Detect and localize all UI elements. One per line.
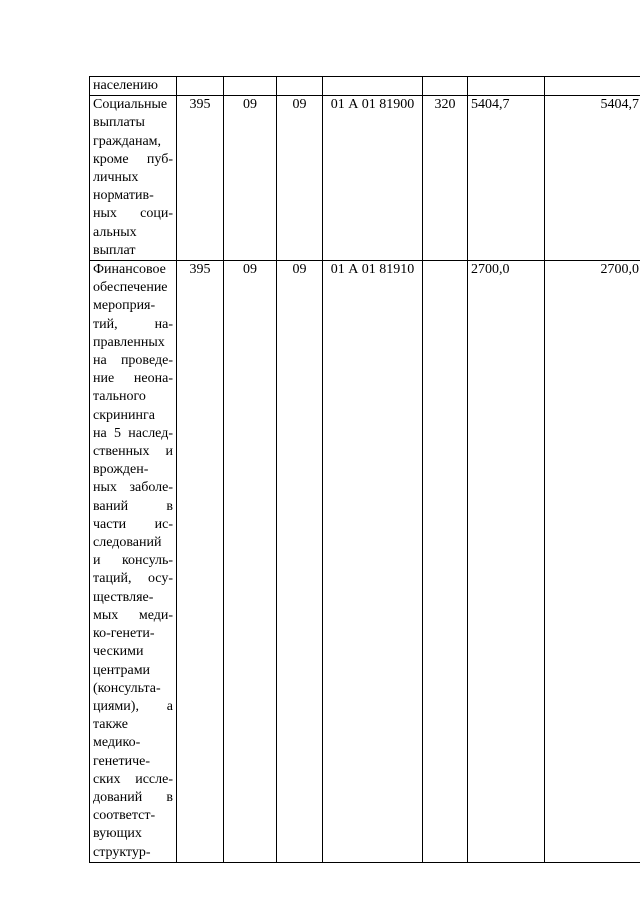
name-line: ваний в <box>93 498 173 514</box>
cell-amount-1: 2700,0 <box>468 261 545 863</box>
name-line: структур- <box>93 844 151 860</box>
cell-name: населению <box>90 77 177 96</box>
cell-expense-type <box>423 261 468 863</box>
cell-subsection <box>277 77 323 96</box>
cell-amount-1: 5404,7 <box>468 96 545 261</box>
cell-ministry: 395 <box>177 96 224 261</box>
cell-subsection: 09 <box>277 261 323 863</box>
name-line: скрининга <box>93 407 155 423</box>
cell-amount-2 <box>545 77 640 96</box>
name-line: мых меди- <box>93 607 173 623</box>
name-line: ческими <box>93 644 144 660</box>
name-line: части ис- <box>93 516 173 532</box>
name-line: вующих <box>93 826 142 842</box>
name-line: на 5 наслед- <box>93 425 173 441</box>
cell-target: 01 А 01 81900 <box>323 96 423 261</box>
table-row-continuation <box>90 77 640 96</box>
name-line: личных <box>93 170 139 186</box>
name-line: ко-генети- <box>93 626 155 642</box>
name-line: гражданам, <box>93 133 162 149</box>
cell-section: 09 <box>224 261 277 863</box>
cell-name <box>90 261 177 863</box>
table-row <box>90 96 640 261</box>
name-line: генетиче- <box>93 753 151 769</box>
name-line: Финансовое <box>93 262 166 278</box>
cell-ministry: 395 <box>177 261 224 863</box>
name-line: обеспечение <box>93 280 168 296</box>
cell-expense-type: 320 <box>423 96 468 261</box>
name-line: ных заболе- <box>93 480 173 496</box>
name-line: соответст- <box>93 808 156 824</box>
name-line: ществляе- <box>93 589 154 605</box>
name-line: и консуль- <box>93 553 173 569</box>
cell-target: 01 А 01 81910 <box>323 261 423 863</box>
name-line: следований <box>93 535 162 551</box>
name-line: тального <box>93 389 146 405</box>
name-line: норматив- <box>93 188 154 204</box>
cell-expense-type <box>423 77 468 96</box>
cell-target <box>323 77 423 96</box>
cell-section <box>224 77 277 96</box>
cell-name <box>90 96 177 261</box>
name-line: дований в <box>93 789 173 805</box>
name-line: также <box>93 717 129 733</box>
name-line: таций, осу- <box>93 571 173 587</box>
budget-table <box>89 76 640 863</box>
cell-ministry <box>177 77 224 96</box>
cell-amount-2: 5404,7 <box>545 96 640 261</box>
name-line: ных соци- <box>93 206 173 222</box>
name-line: Социальные <box>93 97 168 113</box>
name-line: медико- <box>93 735 141 751</box>
cell-subsection: 09 <box>277 96 323 261</box>
name-line: ние неона- <box>93 371 173 387</box>
name-line: ских иссле- <box>93 771 173 787</box>
name-line: на проведе- <box>93 353 173 369</box>
cell-amount-1 <box>468 77 545 96</box>
name-line: мероприя- <box>93 298 156 314</box>
cell-section: 09 <box>224 96 277 261</box>
name-line: ственных и <box>93 444 173 460</box>
table-row <box>90 261 640 863</box>
name-line: (консульта- <box>93 680 161 696</box>
name-line: кроме пуб- <box>93 151 173 167</box>
name-line: тий, на- <box>93 316 173 332</box>
name-line: выплаты <box>93 115 145 131</box>
name-line: выплат <box>93 242 136 258</box>
name-line: врожден- <box>93 462 149 478</box>
name-line: альных <box>93 224 137 240</box>
cell-amount-2: 2700,0 <box>545 261 640 863</box>
name-line: центрами <box>93 662 151 678</box>
name-line: правленных <box>93 334 165 350</box>
name-line: циями), а <box>93 698 173 714</box>
